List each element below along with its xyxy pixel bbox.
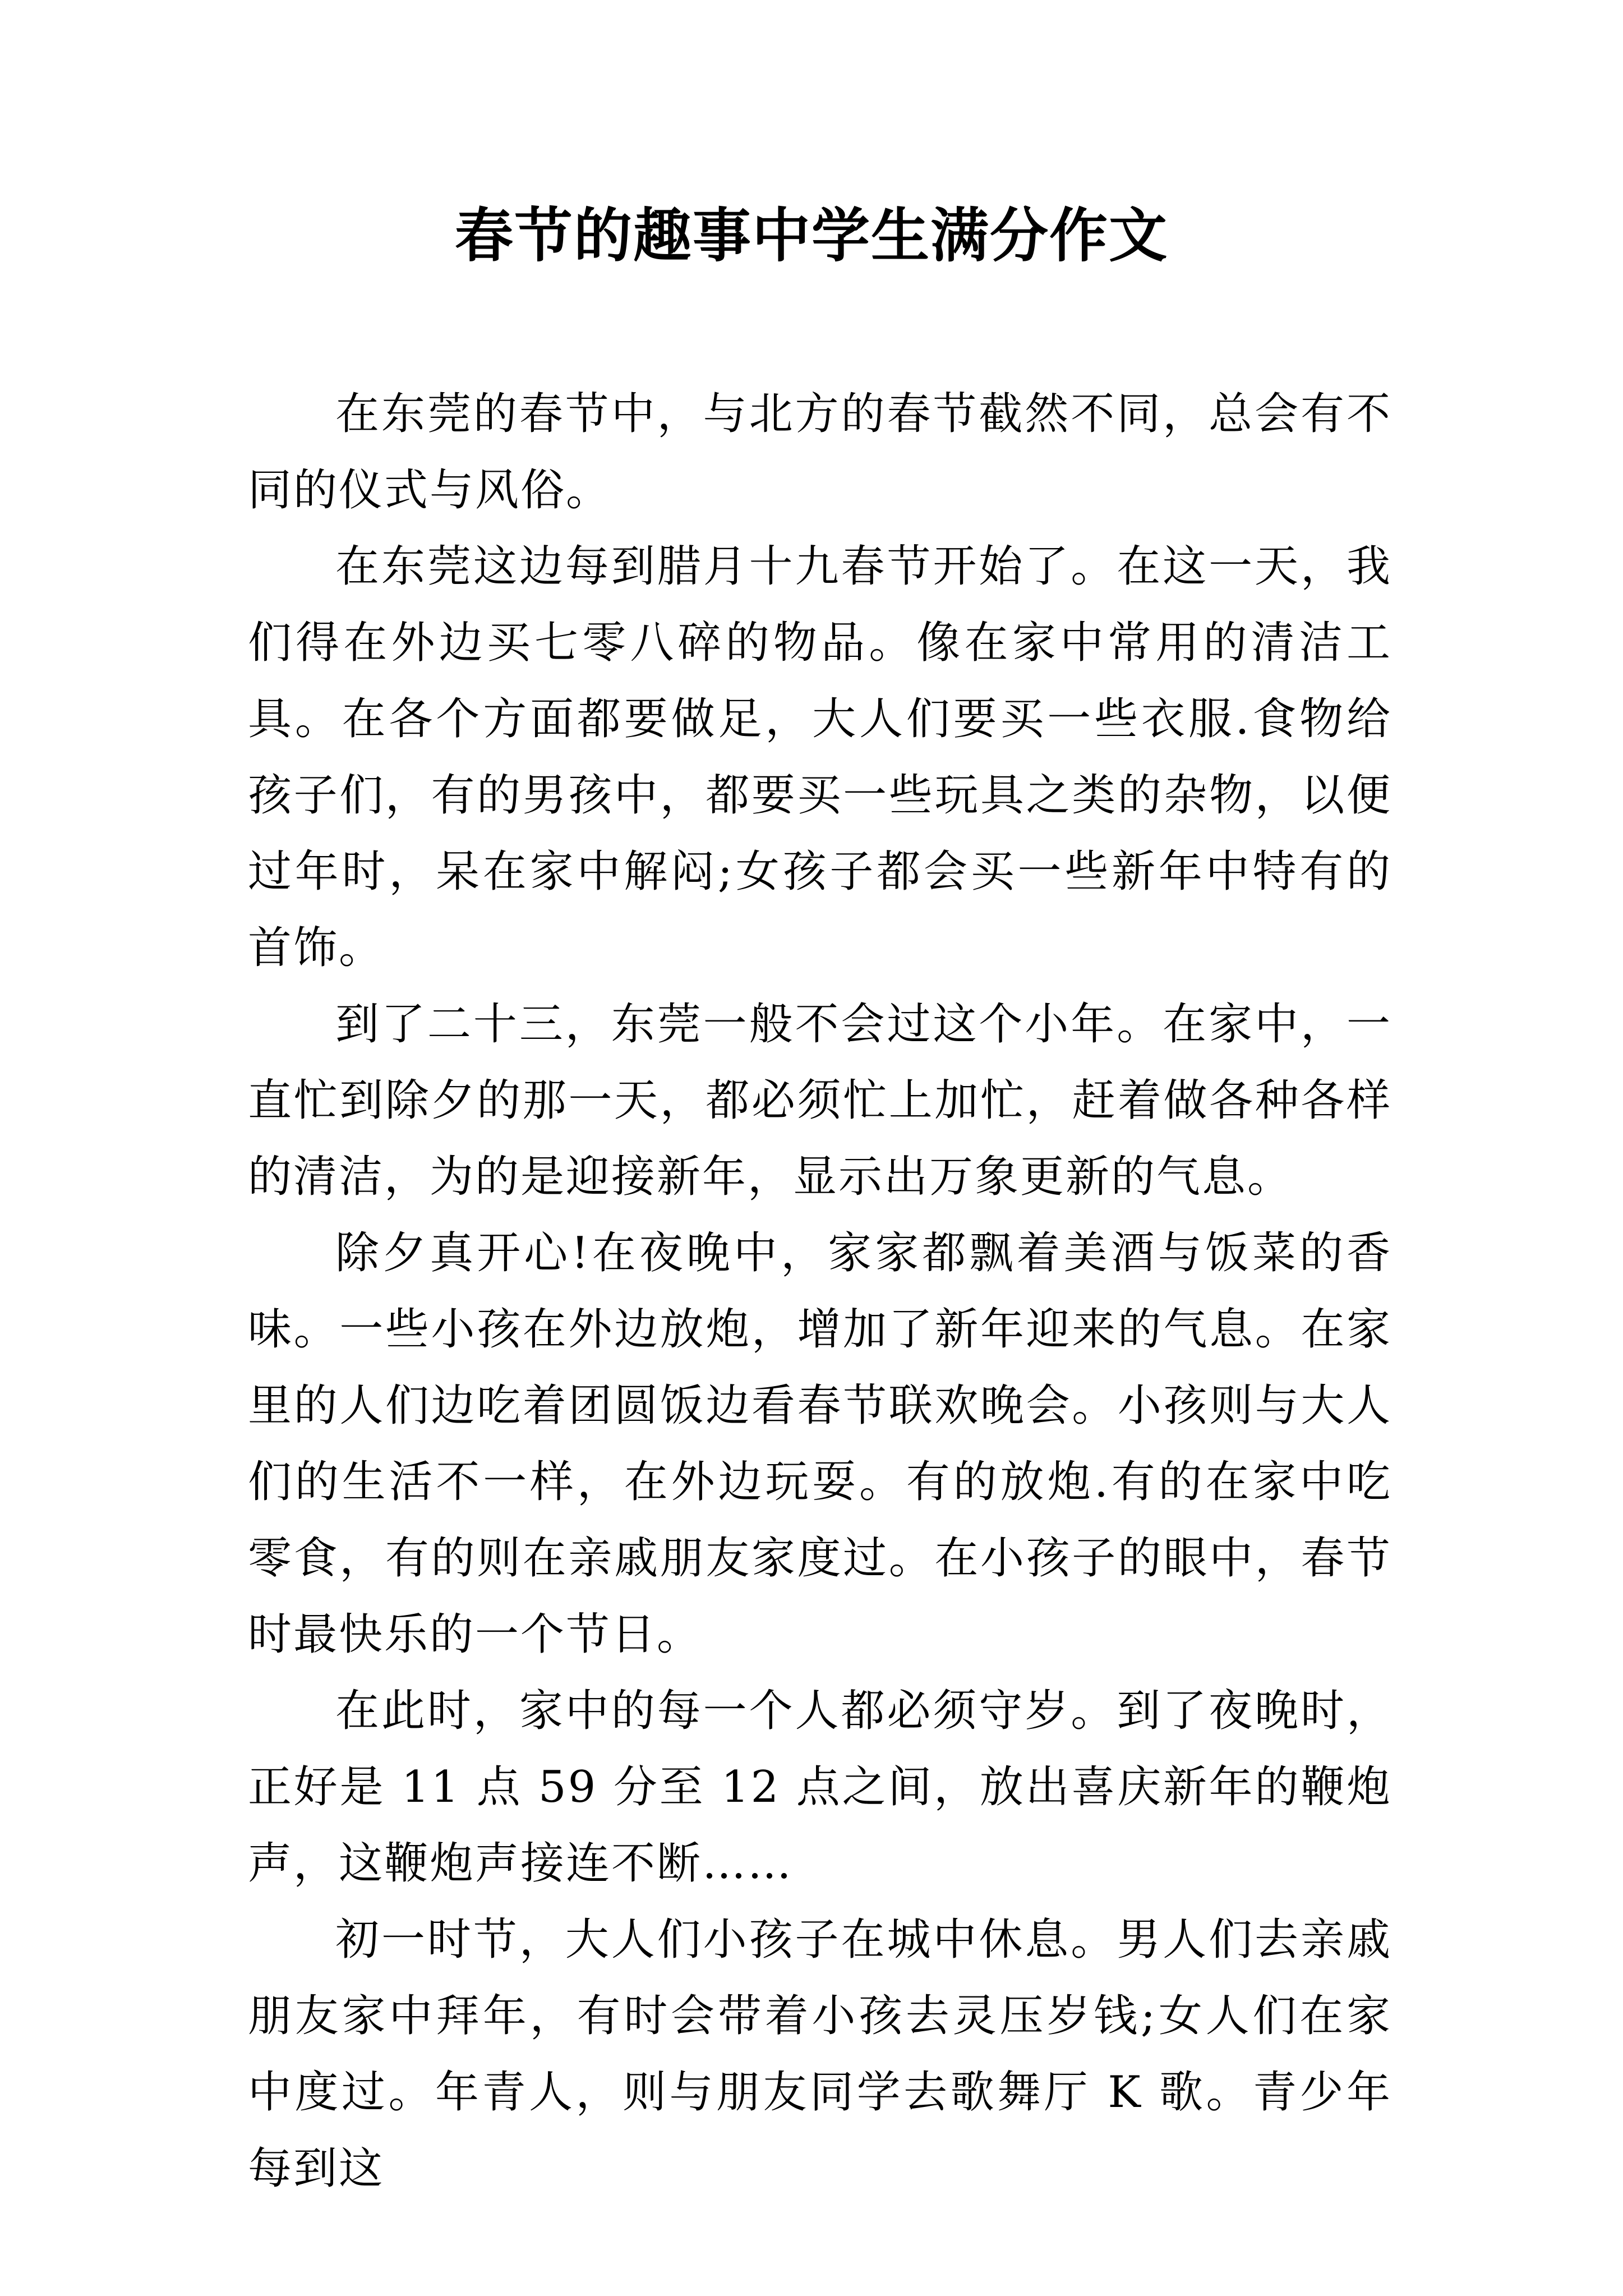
paragraph: 初一时节，大人们小孩子在城中休息。男人们去亲戚朋友家中拜年，有时会带着小孩去灵压岁钱;女人们在家中度过。年青人，则与朋友同学去歌舞厅 K 歌。青少年每到这 <box>248 1915 1392 2194</box>
essay-body <box>248 376 1392 2207</box>
paragraph: 在此时，家中的每一个人都必须守岁。到了夜晚时，正好是 11 点 59 分至 12 点之间，放出喜庆新年的鞭炮声，这鞭炮声接连不断…… <box>248 1686 1392 1889</box>
paragraph: 除夕真开心!在夜晚中，家家都飘着美酒与饭菜的香味。一些小孩在外边放炮，增加了新年迎来的气息。在家里的人们边吃着团圆饭边看春节联欢晚会。小孩则与大人们的生活不一样，在外边玩耍。有的放炮.有的在家中吃零食，有的则在亲戚朋友家度过。在小孩子的眼中，春节时最快乐的一个节日。 <box>248 1228 1392 1660</box>
paragraph: 在东莞的春节中，与北方的春节截然不同，总会有不同的仪式与风俗。 <box>248 389 1392 516</box>
page-title: 春节的趣事中学生满分作文 <box>454 201 1168 270</box>
paragraph: 在东莞这边每到腊月十九春节开始了。在这一天，我们得在外边买七零八碎的物品。像在家中常用的清洁工具。在各个方面都要做足，大人们要买一些衣服.食物给孩子们，有的男孩中，都要买一些玩具之类的杂物，以便过年时，呆在家中解闷;女孩子都会买一些新年中特有的首饰。 <box>248 541 1392 973</box>
paragraph: 到了二十三，东莞一般不会过这个小年。在家中，一直忙到除夕的那一天，都必须忙上加忙，赶着做各种各样的清洁，为的是迎接新年，显示出万象更新的气息。 <box>248 999 1392 1202</box>
